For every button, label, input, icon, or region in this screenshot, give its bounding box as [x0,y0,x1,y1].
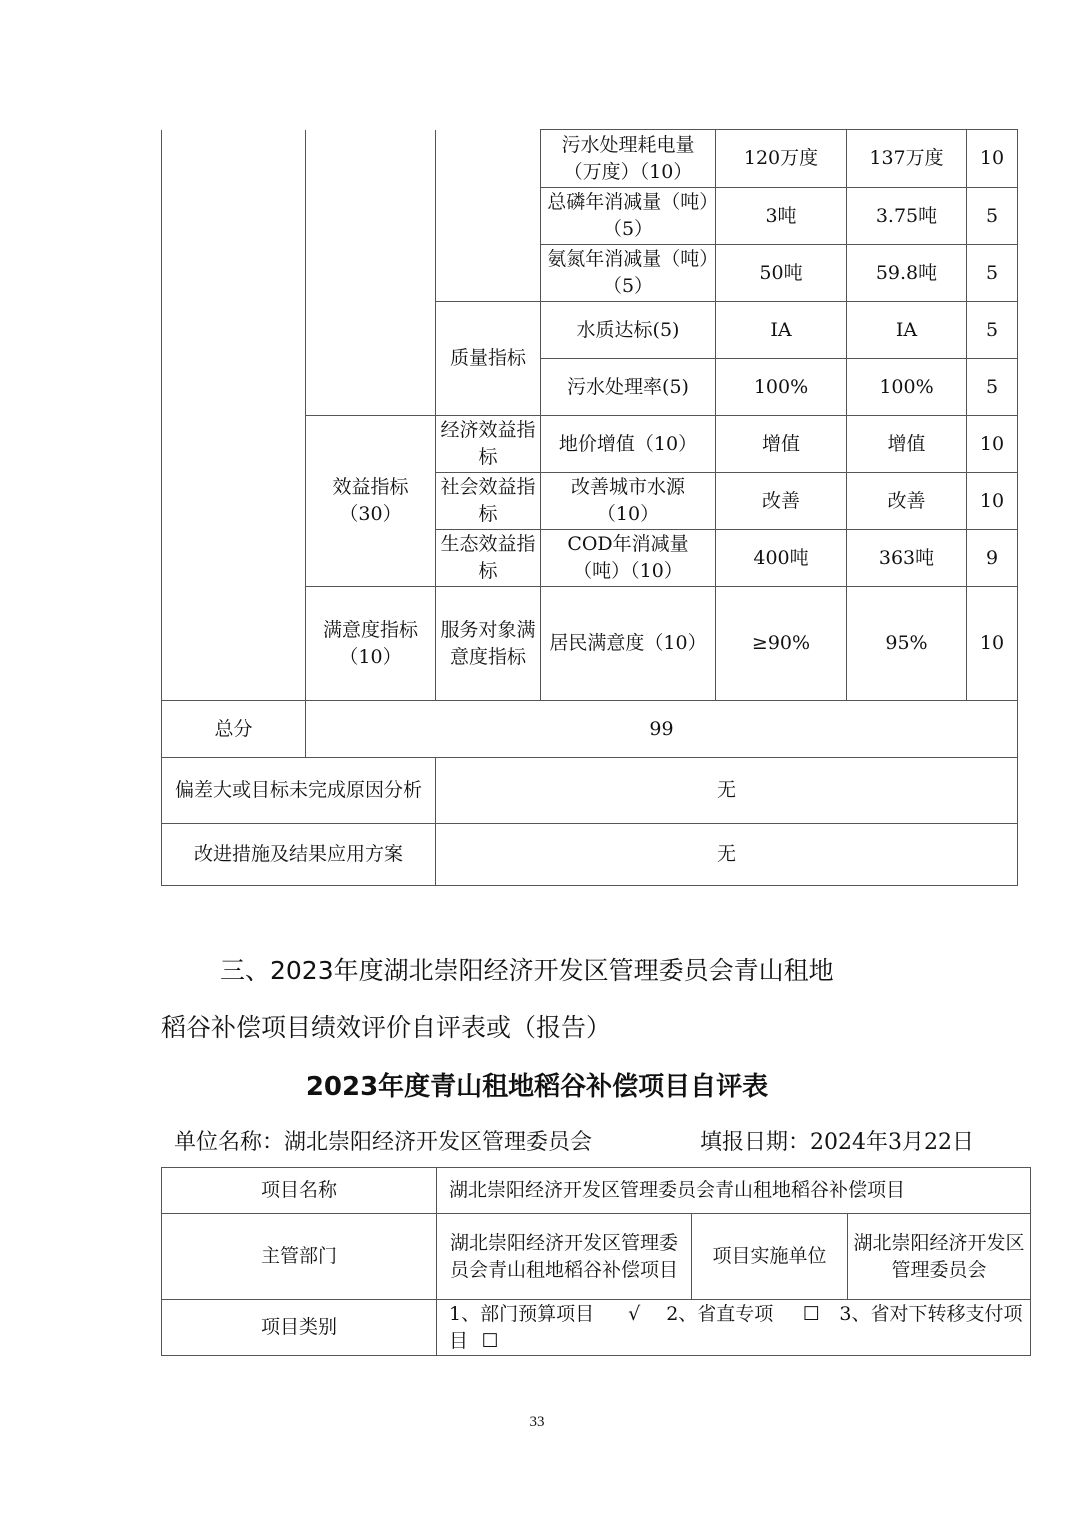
target-cell: 改善 [716,473,847,530]
sub-indicator-cell: 生态效益指标 [436,530,541,587]
actual-cell: 100% [847,359,967,416]
actual-cell: 363吨 [847,530,967,587]
checkbox-icon: ☐ [802,1302,820,1325]
self-evaluation-table [161,1167,1031,1356]
actual-cell: IA [847,302,967,359]
section-heading-line2: 稻谷补偿项目绩效评价自评表或（报告） [161,1013,612,1042]
category-options [437,1300,1031,1356]
deviation-label: 偏差大或目标未完成原因分析 [162,758,436,824]
improvement-row [162,824,1018,886]
indicator-cell: 总磷年消减量（吨）（5） [541,188,716,245]
category-cell: 效益指标（30） [306,416,436,587]
sub-indicator-cell: 服务对象满意度指标 [436,587,541,701]
category-label: 项目类别 [162,1300,437,1356]
deviation-value: 无 [436,758,1018,824]
sub-indicator-cell: 质量指标 [436,302,541,416]
target-cell: 120万度 [716,130,847,188]
target-cell: ≥90% [716,587,847,701]
table-row [162,1168,1031,1214]
score-cell: 10 [967,130,1018,188]
fill-date: 填报日期：2024年3月22日 [700,1130,974,1155]
actual-cell: 改善 [847,473,967,530]
page-number: 33 [529,1414,545,1430]
table-row [162,1300,1031,1356]
indicator-table [161,129,1018,886]
table-row [162,1214,1031,1300]
category-cell: 满意度指标（10） [306,587,436,701]
indicator-cell: 氨氮年消减量（吨）（5） [541,245,716,302]
score-cell: 5 [967,302,1018,359]
total-label: 总分 [162,701,306,758]
score-cell: 10 [967,473,1018,530]
indicator-cell: 改善城市水源（10） [541,473,716,530]
score-cell: 9 [967,530,1018,587]
score-cell: 5 [967,359,1018,416]
indicator-cell: 污水处理率(5) [541,359,716,416]
actual-cell: 59.8吨 [847,245,967,302]
option-transfer-payment: 3、省对下转移支付项目 [449,1302,1023,1352]
dept-value: 湖北崇阳经济开发区管理委员会青山租地稻谷补偿项目 [437,1214,692,1300]
level3-cell [436,130,541,302]
actual-cell: 95% [847,587,967,701]
impl-label: 项目实施单位 [692,1214,848,1300]
score-cell: 10 [967,587,1018,701]
total-row [162,701,1018,758]
table-row [162,130,1018,188]
improvement-value: 无 [436,824,1018,886]
indicator-cell: 地价增值（10） [541,416,716,473]
impl-value: 湖北崇阳经济开发区管理委员会 [848,1214,1031,1300]
deviation-row [162,758,1018,824]
score-cell: 5 [967,245,1018,302]
indicator-cell: COD年消减量（吨）（10） [541,530,716,587]
target-cell: IA [716,302,847,359]
unit-name: 单位名称：湖北崇阳经济开发区管理委员会 [174,1130,593,1155]
actual-cell: 137万度 [847,130,967,188]
checkbox-icon: ☐ [481,1329,499,1352]
target-cell: 100% [716,359,847,416]
target-cell: 增值 [716,416,847,473]
checkmark-icon: √ [628,1302,641,1325]
target-cell: 3吨 [716,188,847,245]
level1-cell [162,130,306,701]
indicator-cell: 污水处理耗电量（万度）（10） [541,130,716,188]
project-name-value: 湖北崇阳经济开发区管理委员会青山租地稻谷补偿项目 [437,1168,1031,1214]
indicator-cell: 水质达标(5) [541,302,716,359]
section-heading-line1: 三、2023年度湖北崇阳经济开发区管理委员会青山租地 [220,956,834,985]
improvement-label: 改进措施及结果应用方案 [162,824,436,886]
actual-cell: 增值 [847,416,967,473]
project-name-label: 项目名称 [162,1168,437,1214]
option-provincial-special: 2、省直专项 [666,1302,774,1325]
score-cell: 10 [967,416,1018,473]
table-title: 2023年度青山租地稻谷补偿项目自评表 [305,1072,769,1102]
score-cell: 5 [967,188,1018,245]
actual-cell: 3.75吨 [847,188,967,245]
dept-label: 主管部门 [162,1214,437,1300]
sub-indicator-cell: 社会效益指标 [436,473,541,530]
target-cell: 50吨 [716,245,847,302]
sub-indicator-cell: 经济效益指标 [436,416,541,473]
total-value: 99 [306,701,1018,758]
target-cell: 400吨 [716,530,847,587]
option-department-budget: 1、部门预算项目 [449,1302,595,1325]
indicator-cell: 居民满意度（10） [541,587,716,701]
level2-cell [306,130,436,416]
